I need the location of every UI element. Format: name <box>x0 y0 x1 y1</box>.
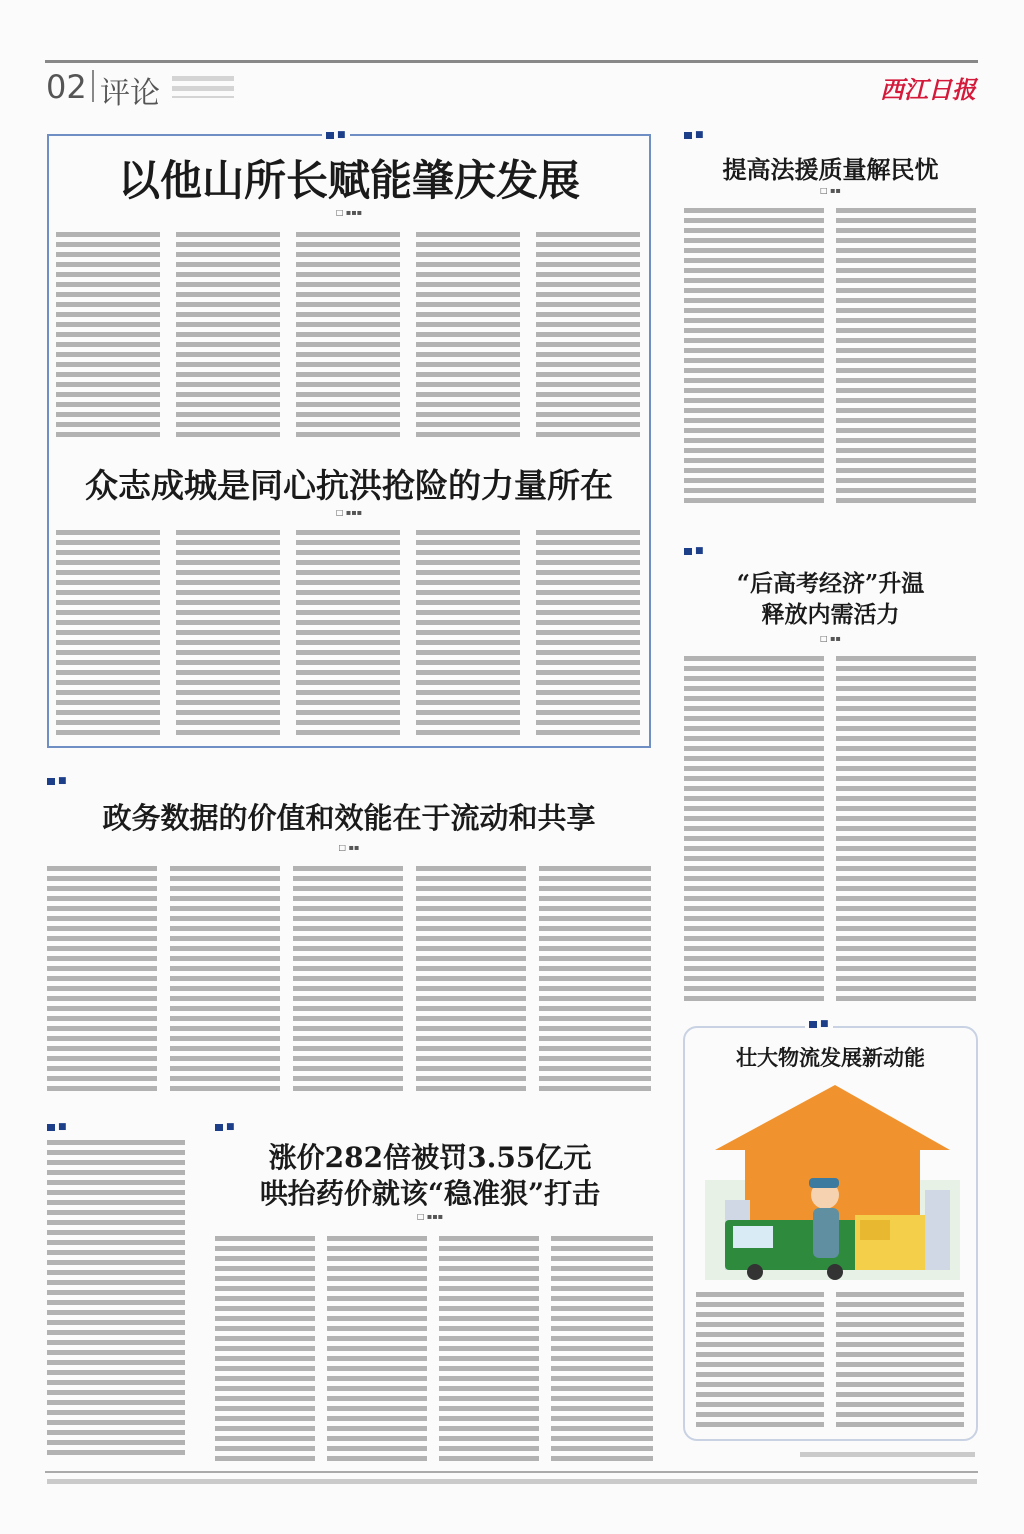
body-col <box>684 656 824 1001</box>
byline-5: □ ▪▪ <box>820 634 841 643</box>
section-title: 评论 <box>100 76 160 111</box>
body-col <box>539 866 651 1096</box>
headline-1: 以他山所长赋能肇庆发展 <box>117 156 580 205</box>
body-col <box>836 656 976 1001</box>
headline-4: 提高法援质量解民忧 <box>722 155 939 184</box>
caption <box>800 1452 975 1458</box>
section-label: ■ <box>805 1019 833 1029</box>
body-col <box>696 1292 824 1427</box>
section-label: ■ <box>47 776 67 786</box>
masthead-logo: 西江日报 <box>880 75 976 104</box>
body-col <box>536 530 640 735</box>
body-col <box>439 1236 539 1461</box>
body-col <box>416 866 526 1096</box>
logistics-cartoon <box>705 1080 960 1280</box>
section-label: ■ <box>322 130 350 140</box>
section-label: ■ <box>684 130 704 140</box>
body-col <box>176 530 280 735</box>
body-col <box>536 232 640 442</box>
byline-4: □ ▪▪ <box>820 186 841 195</box>
section-label: ■ <box>684 546 704 556</box>
body-col <box>293 866 403 1096</box>
body-col <box>56 232 160 442</box>
body-col <box>56 530 160 735</box>
header-divider <box>92 70 94 102</box>
headline-6-line1: 涨价282倍被罚3.55亿元 <box>268 1141 592 1174</box>
byline-1: □ ▪▪▪ <box>335 208 363 217</box>
body-col <box>170 866 280 1096</box>
section-label: ■ <box>215 1122 235 1132</box>
byline-3: □ ▪▪ <box>338 843 360 852</box>
body-col <box>296 530 400 735</box>
body-col <box>296 232 400 442</box>
footer-rule <box>45 1471 978 1473</box>
headline-5-line1: “后高考经济”升温 <box>736 570 925 597</box>
body-col <box>416 530 520 735</box>
body-col <box>684 208 824 508</box>
footer-info <box>47 1479 977 1485</box>
body-col <box>836 1292 964 1427</box>
body-col <box>215 1236 315 1461</box>
headline-6-line2: 哄抬药价就该“稳准狠”打击 <box>259 1177 601 1210</box>
headline-2: 众志成城是同心抗洪抢险的力量所在 <box>85 466 613 505</box>
page-number: 02 <box>46 68 87 106</box>
headline-5-line2: 释放内需活力 <box>761 601 900 628</box>
editor-info <box>172 76 234 98</box>
section-label: ■ <box>47 1122 67 1132</box>
body-col <box>836 208 976 508</box>
top-rule <box>45 60 978 63</box>
byline-6: □ ▪▪▪ <box>416 1212 444 1221</box>
body-col <box>551 1236 653 1461</box>
body-col <box>416 232 520 442</box>
cartoon-headline: 壮大物流发展新动能 <box>736 1045 925 1070</box>
headline-3: 政务数据的价值和效能在于流动和共享 <box>102 801 596 835</box>
body-col <box>47 1140 185 1460</box>
body-col <box>47 866 157 1096</box>
body-col <box>176 232 280 442</box>
byline-2: □ ▪▪▪ <box>335 508 363 517</box>
body-col <box>327 1236 427 1461</box>
